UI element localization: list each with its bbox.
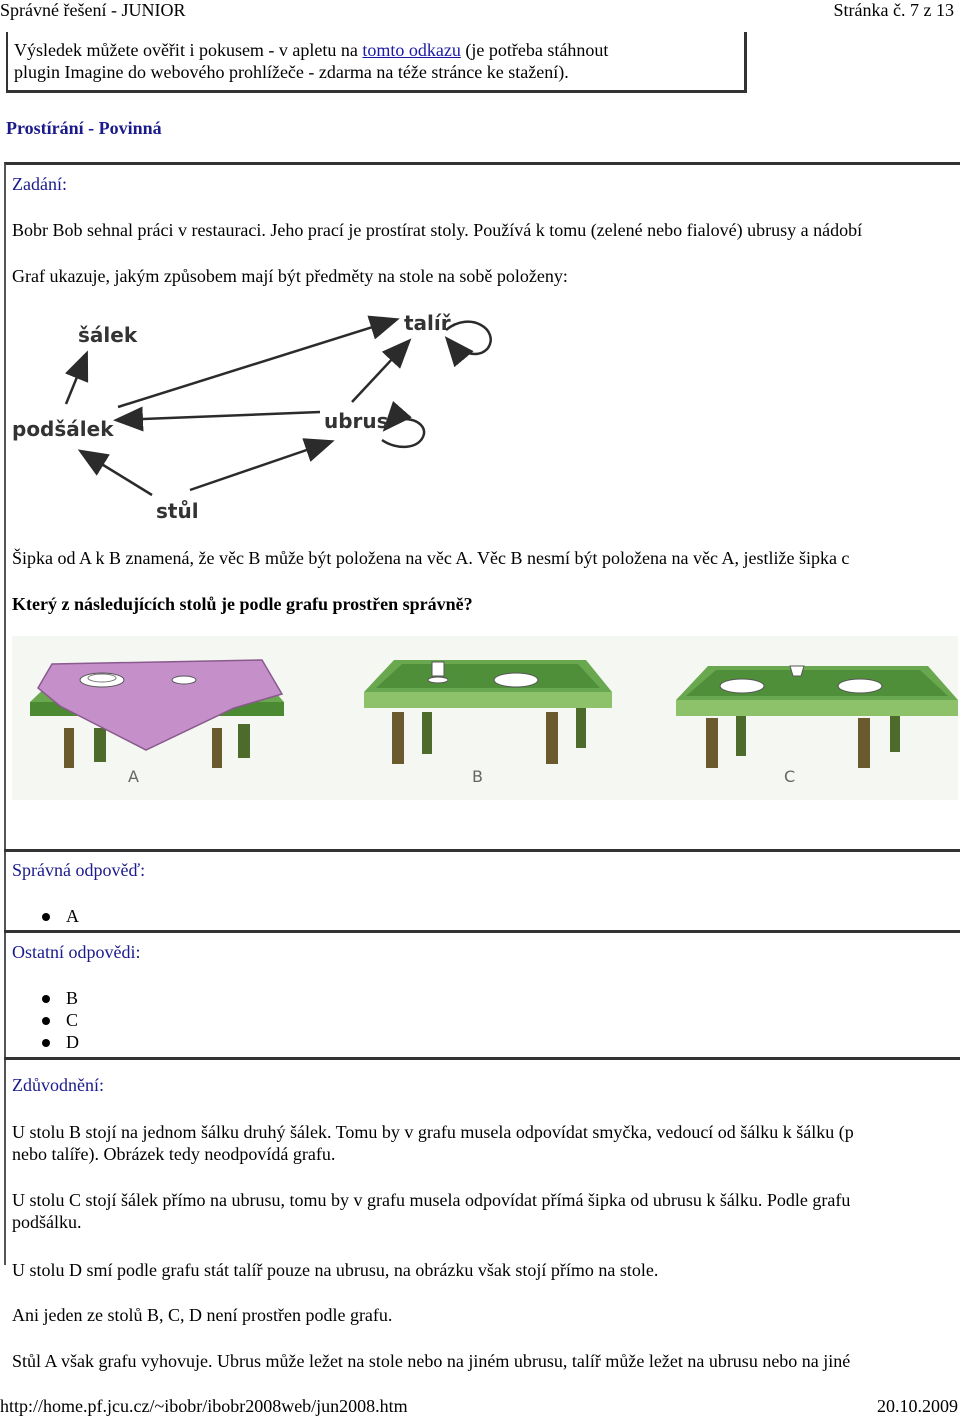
graph-label-podsalek: podšálek xyxy=(12,417,114,441)
task-paragraph-1: Bobr Bob sehnal práci v restauraci. Jeho prací je prostírat stoly. Používá k tomu (zelené nebo fialové) ubrusy a nádobí xyxy=(12,220,863,240)
tables-illustration xyxy=(12,636,958,800)
correct-answer-label: Správná odpověď: xyxy=(12,860,146,880)
list-item: A xyxy=(38,905,79,927)
other-answers-list xyxy=(38,987,79,1053)
divider xyxy=(4,849,960,852)
arrow-ubrus-podsalek xyxy=(118,412,320,420)
graph-label-salek: šálek xyxy=(78,323,138,347)
graph-label-stul: stůl xyxy=(156,499,199,523)
table-label-a: A xyxy=(128,767,139,786)
task-paragraph-3: Šipka od A k B znamená, že věc B může být položena na věc A. Věc B nesmí být položena na věc A, jestliže šipka c xyxy=(12,548,850,568)
note-line-1 xyxy=(14,40,608,61)
arrow-podsalek-salek xyxy=(66,355,86,404)
reasoning-paragraph: podšálku. xyxy=(12,1212,82,1232)
reasoning-paragraph: U stolu B stojí na jednom šálku druhý šálek. Tomu by v grafu musela odpovídat smyčka, vedoucí od šálku k šálku (p xyxy=(12,1122,854,1142)
list-item: B xyxy=(38,987,79,1009)
note-text: Výsledek můžete ověřit i pokusem - v apletu na xyxy=(14,40,363,60)
list-item: D xyxy=(38,1031,79,1053)
other-answers-label: Ostatní odpovědi: xyxy=(12,942,141,962)
applet-link[interactable]: tomto odkazu xyxy=(362,40,461,60)
reasoning-paragraph: U stolu C stojí šálek přímo na ubrusu, tomu by v grafu musela odpovídat přímá šipka od ubrusu k šálku. Podle grafu xyxy=(12,1190,851,1210)
arrow-stul-podsalek xyxy=(82,452,152,495)
reasoning-paragraph: U stolu D smí podle grafu stát talíř pouze na ubrusu, na obrázku však stojí přímo na stole. xyxy=(12,1260,659,1280)
divider xyxy=(4,1057,960,1060)
print-date: 20.10.2009 xyxy=(877,1396,958,1416)
task-question: Který z následujících stolů je podle grafu prostřen správně? xyxy=(12,594,473,614)
task-title: Prostírání - Povinná xyxy=(6,118,162,138)
arrow-ubrus-talir xyxy=(352,342,408,402)
reasoning-label: Zdůvodnění: xyxy=(12,1075,104,1095)
loop-talir xyxy=(446,322,491,354)
note-text: (je potřeba stáhnout xyxy=(460,40,609,60)
arrow-podsalek-talir xyxy=(118,320,395,407)
note-line-2: plugin Imagine do webového prohlížeče - zdarma na téže stránce ke stažení). xyxy=(14,62,569,82)
task-paragraph-2: Graf ukazuje, jakým způsobem mají být předměty na stole na sobě položeny: xyxy=(12,266,568,286)
reasoning-paragraph: Stůl A však grafu vyhovuje. Ubrus může ležet na stole nebo na jiném ubrusu, talíř může ležet na ubrusu nebo na jiné xyxy=(12,1351,851,1371)
list-item: C xyxy=(38,1009,79,1031)
reasoning-paragraph: Ani jeden ze stolů B, C, D není prostřen podle grafu. xyxy=(12,1305,393,1325)
placement-graph xyxy=(0,300,520,530)
table-label-b: B xyxy=(472,767,483,786)
note-box xyxy=(6,32,747,93)
page-url: http://home.pf.jcu.cz/~ibobr/ibobr2008web/jun2008.htm xyxy=(0,1396,408,1416)
zadani-label: Zadání: xyxy=(12,174,67,194)
graph-label-ubrus: ubrus xyxy=(324,409,389,433)
page-number: Stránka č. 7 z 13 xyxy=(833,0,954,20)
correct-answer-list xyxy=(38,905,79,927)
arrow-stul-ubrus xyxy=(190,442,330,490)
table-label-c: C xyxy=(784,767,796,786)
graph-label-talir: talíř xyxy=(404,311,451,335)
reasoning-paragraph: nebo talíře). Obrázek tedy neodpovídá grafu. xyxy=(12,1144,336,1164)
divider xyxy=(4,930,960,933)
page-header-title: Správné řešení - JUNIOR xyxy=(0,0,186,20)
